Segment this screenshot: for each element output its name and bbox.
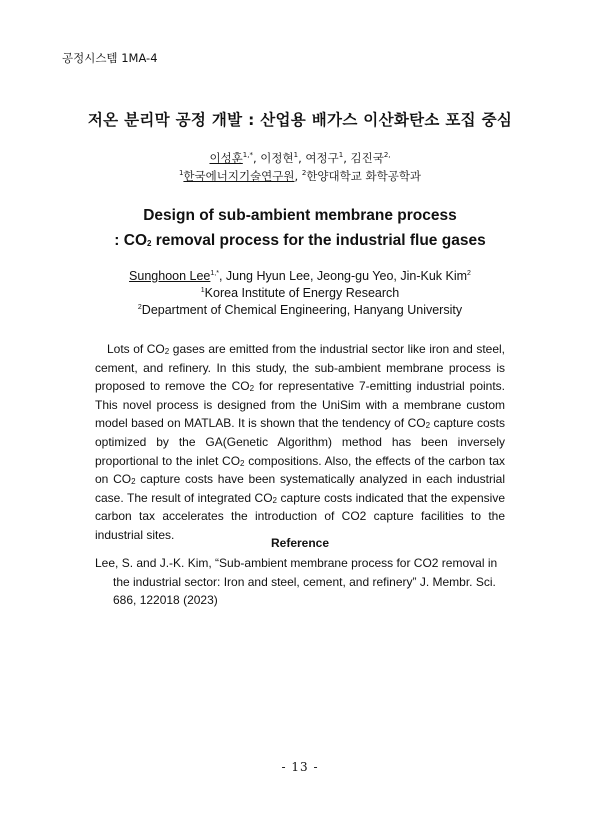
author-sup: 1,* (210, 270, 219, 277)
korean-affiliation-2: 한양대학교 화학공학과 (306, 169, 422, 183)
title-subscript: 2 (147, 239, 152, 248)
english-affiliation-2 (0, 302, 600, 319)
english-author-main: Sunghoon Lee (129, 269, 211, 283)
abstract-text: Lots of CO (107, 342, 165, 356)
abstract-text: compositions. Also, the effects of the carbon tax on CO (95, 453, 505, 487)
abstract-text: capture costs indicated that the expensive carbon tax accelerates the introduction of CO2 capture facilities to the industrial sites. (95, 490, 505, 542)
abstract-text: capture costs optimized by the GA(Genetic Algorithm) method has been inversely proportional to the inlet CO (95, 416, 506, 468)
abstract-text: capture costs have been systematically analyzed in each industrial case. The result of integrated CO (95, 472, 506, 505)
english-title-line-1: Design of sub-ambient membrane process (143, 207, 457, 224)
korean-title: 저온 분리막 공정 개발 : 산업용 배가스 이산화탄소 포집 중심 (87, 111, 513, 129)
affil-text: Department of Chemical Engineering, Hanyang University (141, 303, 463, 317)
korean-author-sep: , (298, 151, 306, 165)
korean-author-name: 이정현 (260, 151, 294, 165)
english-title (0, 203, 600, 253)
affil-sup: 1 (200, 287, 205, 294)
affil-sup: 2 (301, 169, 307, 177)
abstract-text: gases are emitted from the industrial sector like iron and steel, cement, and refinery. In this study, the sub-ambient membrane process is proposed to remove the CO (95, 342, 506, 394)
abstract-subscript: 2 (425, 421, 431, 431)
english-affiliation-1 (0, 285, 600, 302)
english-title-line-2 (0, 228, 600, 253)
session-code: 공정시스템 1MA-4 (62, 51, 158, 65)
abstract-subscript: 2 (272, 495, 277, 505)
reference-item: Lee, S. and J.-K. Kim, “Sub-ambient membrane process for CO2 removal in the industrial sector: Iron and steel, cement, and refinery” J. Membr. Sci. 686, 122018 (2023) (95, 556, 498, 608)
korean-author-name: 여정구 (305, 151, 339, 165)
english-authors (0, 268, 600, 285)
korean-author-sep: , (252, 151, 261, 165)
korean-author-sup: 1 (293, 151, 299, 159)
korean-affiliations (0, 168, 600, 184)
korean-author-sup: 1,* (242, 151, 253, 159)
reference-heading: Reference (270, 536, 330, 550)
english-authors-block (0, 268, 600, 319)
korean-author-sup: 1 (338, 151, 344, 159)
page-number: - 13 - (281, 760, 319, 774)
english-authors-rest: , Jung Hyun Lee, Jeong-gu Yeo, Jin-Kuk Kim (218, 269, 468, 283)
korean-authors (0, 150, 600, 166)
affil-sup: 2 (137, 304, 142, 311)
title-text: : CO (114, 232, 148, 249)
affil-text: Korea Institute of Energy Research (204, 286, 400, 300)
abstract-subscript: 2 (240, 458, 245, 468)
korean-affiliation-1: 한국에너지기술연구원 (183, 169, 295, 183)
abstract-subscript: 2 (131, 477, 136, 487)
korean-author-sep: , (343, 151, 351, 165)
korean-author-name: 이성훈 (209, 151, 243, 165)
korean-author-sup: 2, (383, 151, 391, 159)
korean-author-name: 김진국 (350, 151, 384, 165)
author-sup: 2 (467, 270, 471, 277)
abstract-paragraph (95, 340, 505, 545)
abstract-text: for representative 7-emitting industrial points. This novel process is designed from the UniSim with a membrane custom model based on MATLAB. It is shown that the tendency of CO (95, 379, 505, 431)
affil-sep: , (294, 169, 302, 183)
abstract (95, 340, 505, 545)
affil-sup: 1 (178, 169, 184, 177)
abstract-subscript: 2 (164, 347, 170, 356)
abstract-subscript: 2 (249, 384, 255, 394)
title-text: removal process for the industrial flue gases (151, 232, 486, 249)
